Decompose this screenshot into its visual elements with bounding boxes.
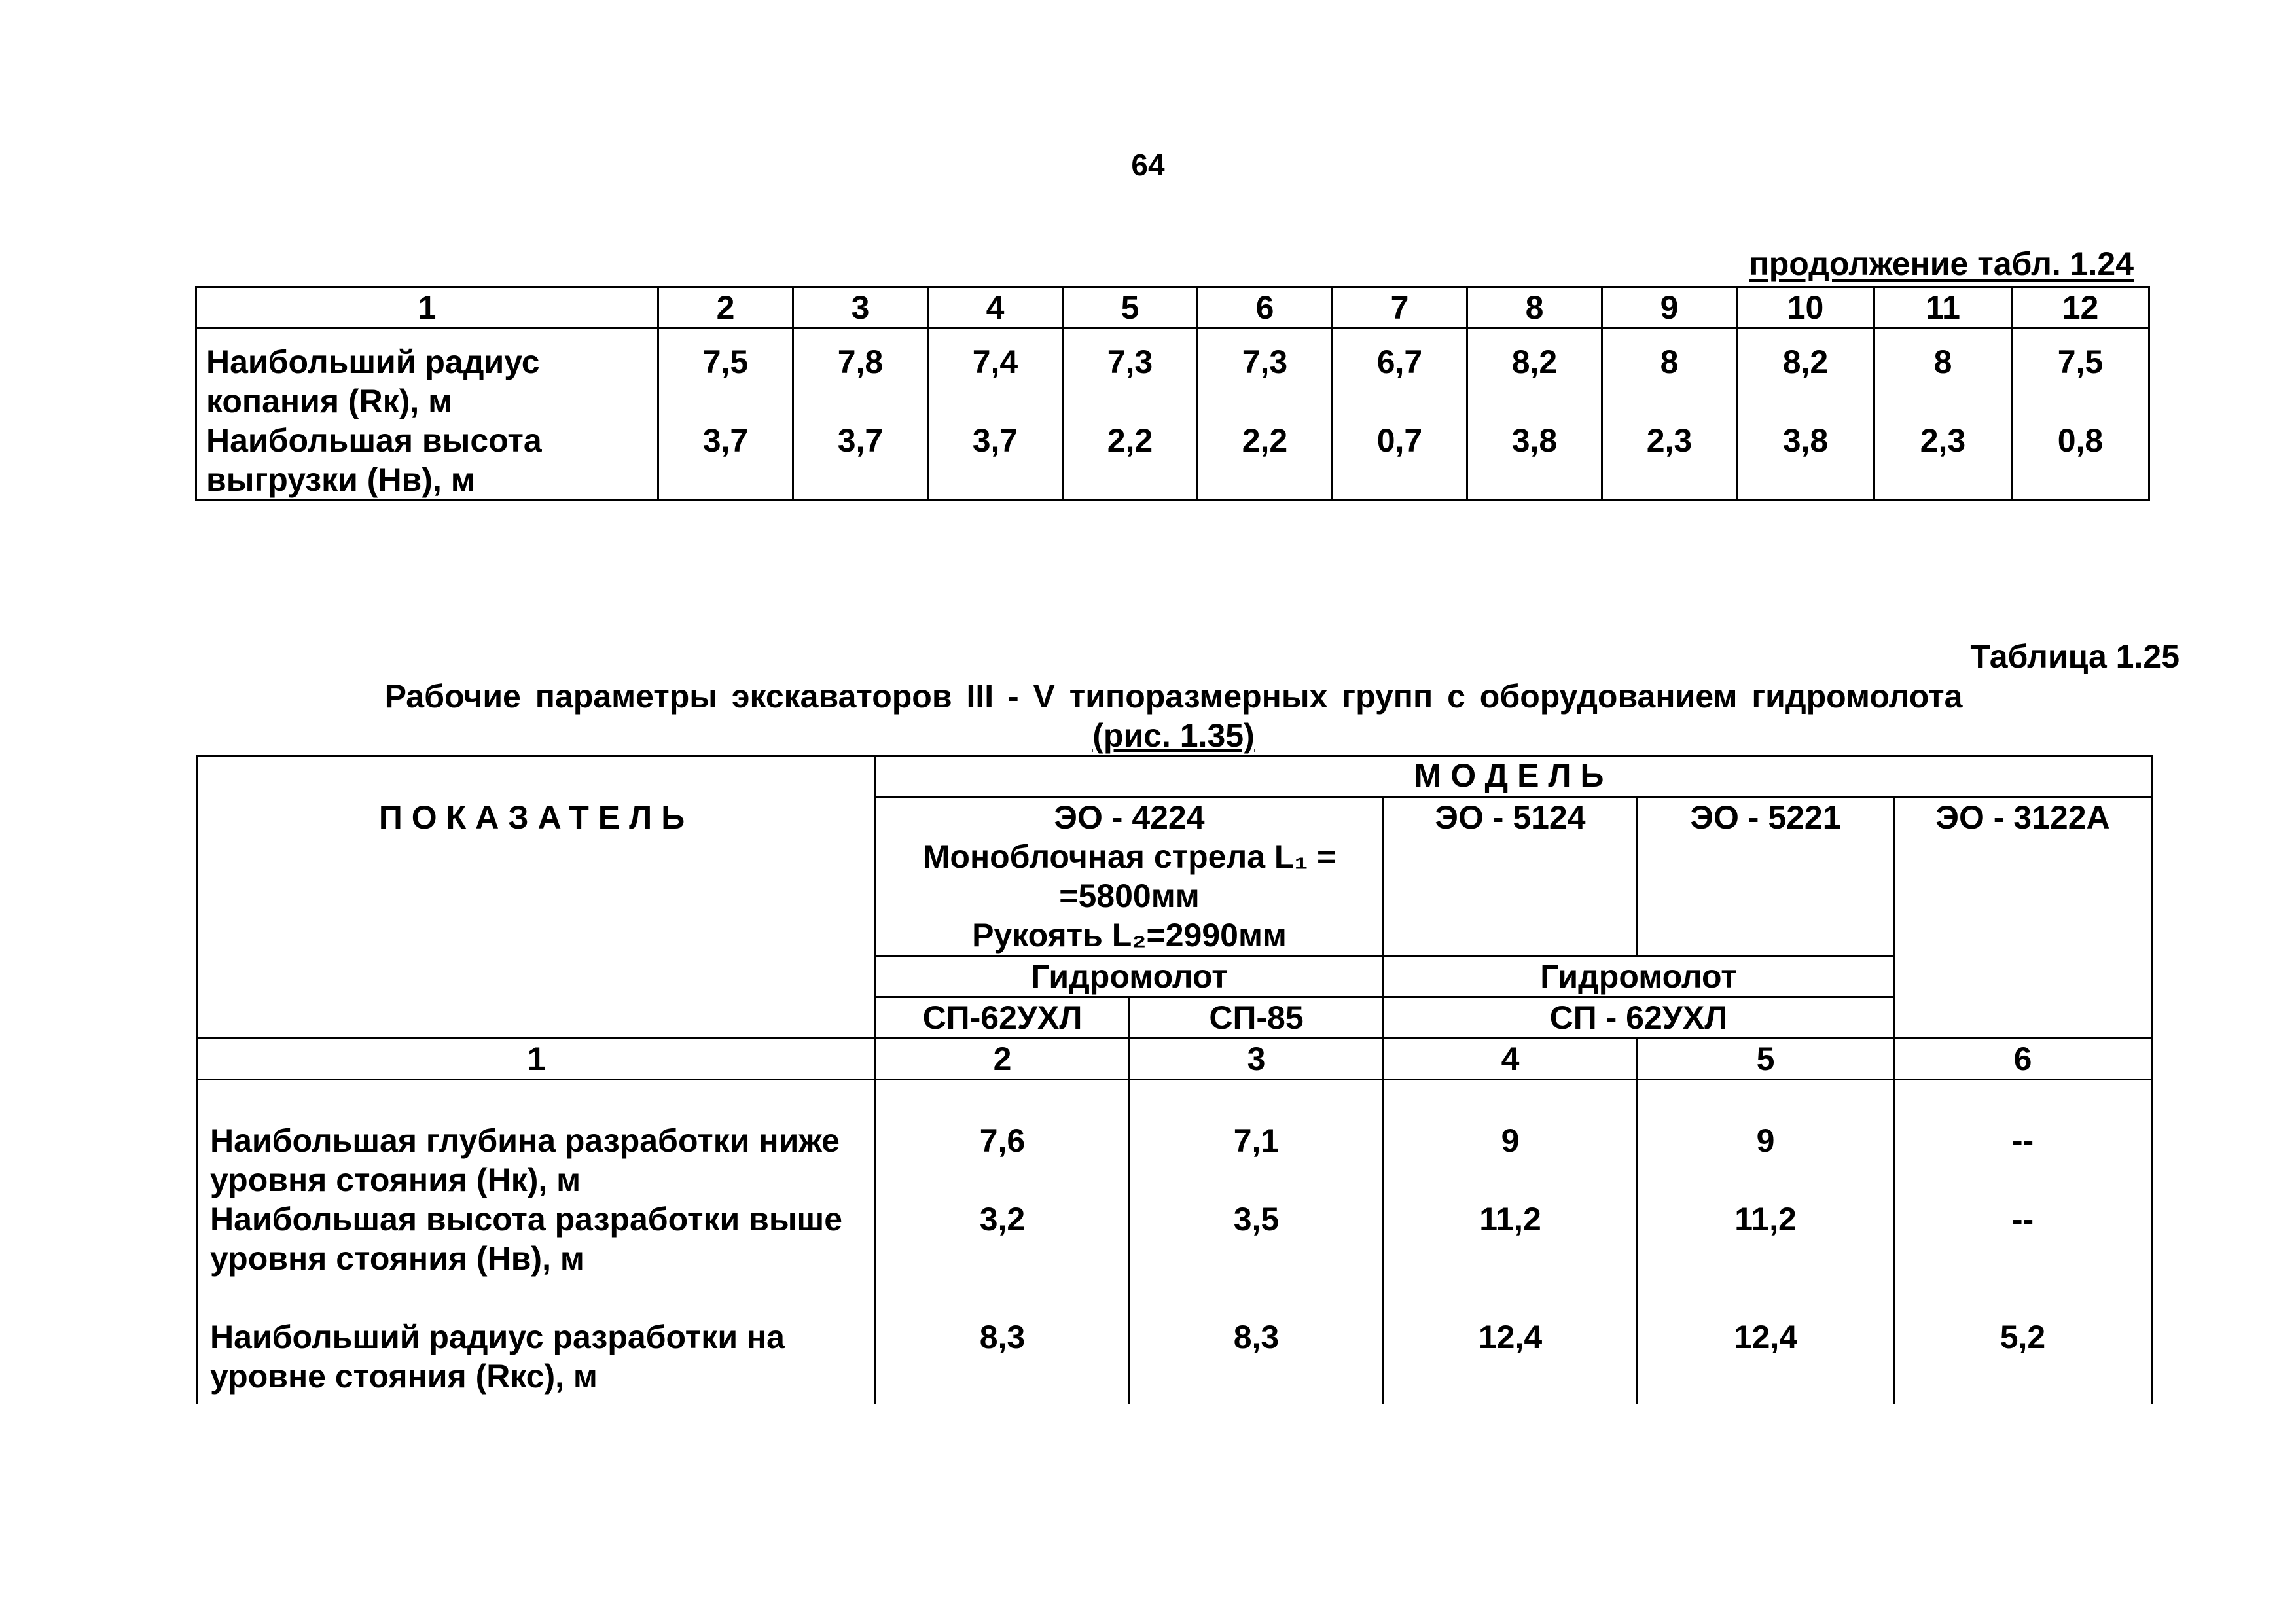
column-number: 6 [1198, 287, 1333, 329]
header-row [196, 287, 2149, 329]
hammer-label: Гидромолот [876, 956, 1384, 997]
cell-value: 8 [1874, 329, 2012, 421]
model-eo-5124: ЭО - 5124 [1384, 797, 1638, 956]
cell-value: 7,4 [928, 329, 1063, 421]
cell-value: 2,3 [1602, 421, 1737, 501]
column-number: 1 [198, 1039, 876, 1080]
cell-value: 7,3 [1063, 329, 1198, 421]
cell-value: 0,8 [2012, 421, 2149, 501]
row-label: Наибольший радиус разработки на уровне стояния (Rкс), м [198, 1317, 876, 1404]
figure-reference: (рис. 1.35) [1092, 717, 1255, 754]
column-number: 3 [1130, 1039, 1384, 1080]
cell-value: 9 [1638, 1080, 1894, 1200]
table-number: Таблица 1.25 [1970, 638, 2179, 675]
column-number: 1 [196, 287, 658, 329]
cell-value: 11,2 [1384, 1200, 1638, 1317]
cell-value: 3,5 [1130, 1200, 1384, 1317]
column-number: 10 [1737, 287, 1874, 329]
column-number: 5 [1063, 287, 1198, 329]
table-1-25 [196, 755, 2153, 1404]
column-number: 8 [1467, 287, 1602, 329]
row-label: Наибольшая глубина разработки ниже уровня стояния (Нк), м [198, 1080, 876, 1200]
cell-value: 8,3 [1130, 1317, 1384, 1404]
column-number: 7 [1333, 287, 1467, 329]
row-label: Наибольший радиус копания (Rк), м [196, 329, 658, 421]
column-number: 9 [1602, 287, 1737, 329]
hammer-type: СП - 62УХЛ [1384, 997, 1894, 1039]
hammer-label: Гидромолот [1384, 956, 1894, 997]
column-number: 11 [1874, 287, 2012, 329]
cell-value: 3,8 [1467, 421, 1602, 501]
table-title: Рабочие параметры экскаваторов III - V типоразмерных групп с оборудованием гидромолота [384, 678, 1963, 715]
model-eo-5221: ЭО - 5221 [1638, 797, 1894, 956]
row-label: Наибольшая высота выгрузки (Нв), м [196, 421, 658, 501]
model-eo-4224: ЭО - 4224 Моноблочная стрела L₁ = =5800мм Рукоять L₂=2990мм [876, 797, 1384, 956]
cell-value: 7,5 [2012, 329, 2149, 421]
cell-value: 3,7 [793, 421, 928, 501]
table-row [198, 1200, 2152, 1317]
cell-value: 3,2 [876, 1200, 1130, 1317]
column-number: 12 [2012, 287, 2149, 329]
column-number: 6 [1894, 1039, 2152, 1080]
cell-value: 8 [1602, 329, 1737, 421]
cell-value: 12,4 [1384, 1317, 1638, 1404]
hammer-type: СП-62УХЛ [876, 997, 1130, 1039]
cell-value: 8,2 [1467, 329, 1602, 421]
cell-value: -- [1894, 1200, 2152, 1317]
row-label: Наибольшая высота разработки выше уровня стояния (Нв), м [198, 1200, 876, 1317]
cell-value: 3,8 [1737, 421, 1874, 501]
cell-value: 7,8 [793, 329, 928, 421]
column-number: 2 [658, 287, 793, 329]
cell-value: 2,3 [1874, 421, 2012, 501]
cell-value: 2,2 [1063, 421, 1198, 501]
cell-value: 5,2 [1894, 1317, 2152, 1404]
column-number: 2 [876, 1039, 1130, 1080]
cell-value: 7,3 [1198, 329, 1333, 421]
cell-value: 7,1 [1130, 1080, 1384, 1200]
cell-value: 8,3 [876, 1317, 1130, 1404]
table-row [196, 421, 2149, 501]
cell-value: 6,7 [1333, 329, 1467, 421]
model-header: МОДЕЛЬ [876, 757, 2152, 797]
cell-value: 8,2 [1737, 329, 1874, 421]
cell-value: 7,6 [876, 1080, 1130, 1200]
cell-value: 0,7 [1333, 421, 1467, 501]
table-row [198, 1080, 2152, 1200]
cell-value: 9 [1384, 1080, 1638, 1200]
column-number: 4 [1384, 1039, 1638, 1080]
column-number: 4 [928, 287, 1063, 329]
table-row [198, 1317, 2152, 1404]
page-number: 64 [1131, 148, 1165, 182]
indicator-header: ПОКАЗАТЕЛЬ [198, 757, 876, 1039]
table-row [196, 329, 2149, 421]
cell-value: -- [1894, 1080, 2152, 1200]
column-number-row [198, 1039, 2152, 1080]
column-number: 5 [1638, 1039, 1894, 1080]
column-number: 3 [793, 287, 928, 329]
cell-value: 7,5 [658, 329, 793, 421]
hammer-type: СП-85 [1130, 997, 1384, 1039]
model-eo-3122a: ЭО - 3122А [1894, 797, 2152, 1039]
table-continuation-caption: продолжение табл. 1.24 [1749, 245, 2134, 282]
cell-value: 3,7 [928, 421, 1063, 501]
cell-value: 2,2 [1198, 421, 1333, 501]
table-1-24 [195, 286, 2150, 501]
cell-value: 12,4 [1638, 1317, 1894, 1404]
cell-value: 3,7 [658, 421, 793, 501]
cell-value: 11,2 [1638, 1200, 1894, 1317]
